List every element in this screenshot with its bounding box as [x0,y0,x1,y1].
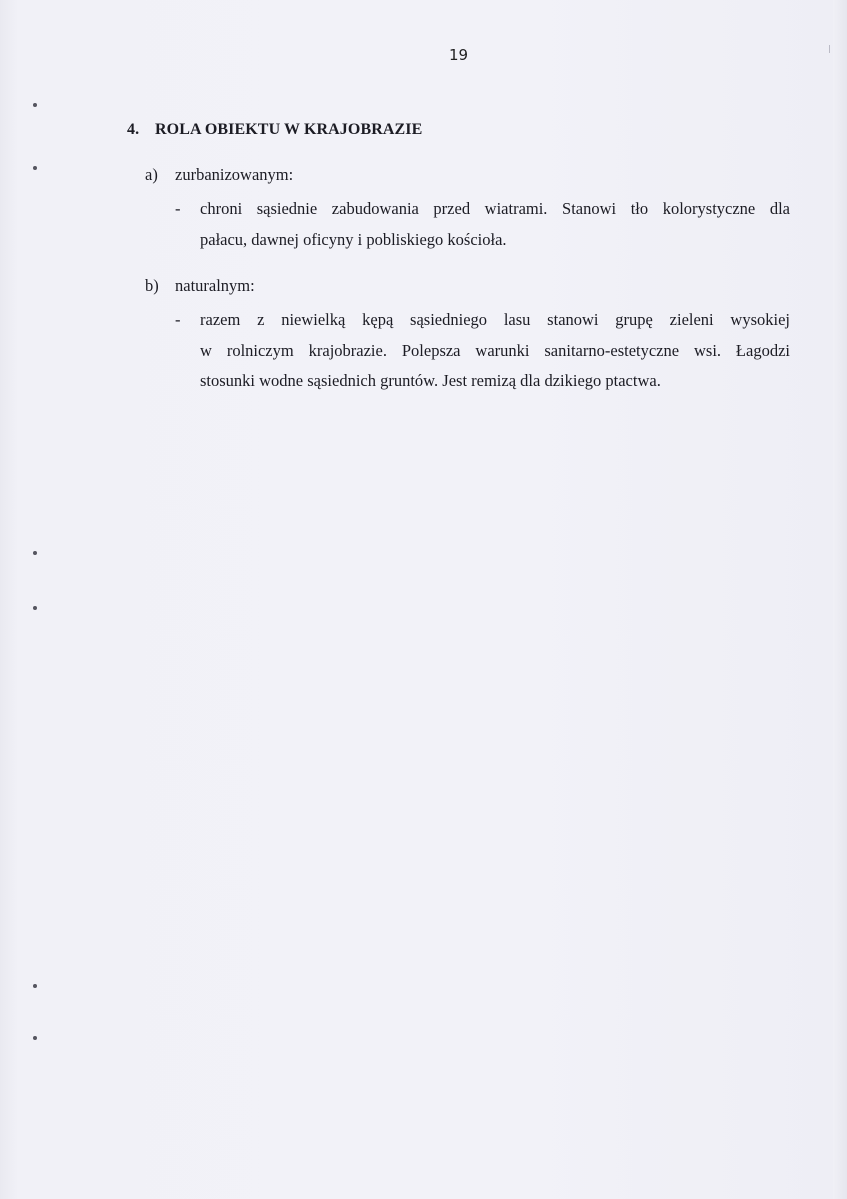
paragraph-text [200,194,790,255]
binding-hole-mark [33,606,37,610]
list-item-letter: b) [145,276,159,295]
paragraph-line: razem z niewielką kępą sąsiedniego lasu stanowi grupę zieleni wysokiej [200,310,790,329]
paragraph-line: pałacu, dawnej oficyny i pobliskiego kościoła. [200,229,507,249]
paragraph-line: stosunki wodne sąsiednich gruntów. Jest remizą dla dzikiego ptactwa. [200,371,661,390]
list-item-title: naturalnym: [175,276,255,295]
scan-artifact-mark [829,45,830,53]
list-item-paragraph-b [175,305,790,397]
list-item-label-a [145,165,293,185]
page-edge-shadow [833,0,847,1199]
list-item-label-b [145,276,255,296]
paragraph-line: w rolniczym krajobrazie. Polepsza warunki sanitarno-estetyczne wsi. Łagodzi [200,340,790,360]
bullet-dash: - [175,199,181,218]
bullet-dash: - [175,310,181,329]
paragraph-line: chroni sąsiednie zabudowania przed wiatrami. Stanowi tło kolorystyczne dla [200,199,790,218]
binding-hole-mark [33,1036,37,1040]
binding-hole-mark [33,166,37,170]
page-number: 19 [449,46,469,64]
section-number: 4. [127,121,140,138]
list-item-title: zurbanizowanym: [175,165,294,184]
binding-hole-mark [33,551,37,555]
binding-hole-mark [33,984,37,988]
list-item-paragraph-a [175,194,790,255]
list-item-letter: a) [145,165,158,184]
section-heading [127,121,422,139]
binding-hole-mark [33,103,37,107]
paragraph-text [200,305,790,397]
section-title: ROLA OBIEKTU W KRAJOBRAZIE [155,121,423,138]
